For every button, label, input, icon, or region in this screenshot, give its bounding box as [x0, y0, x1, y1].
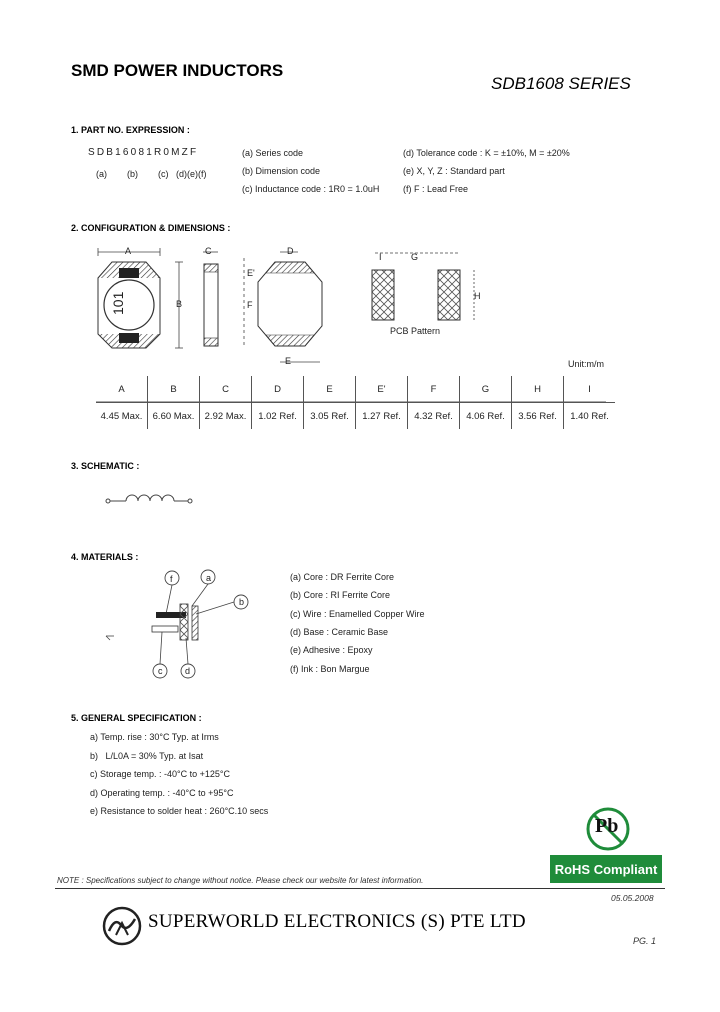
bottom-view-drawing — [258, 252, 322, 362]
spec-item: b) L/L0A = 30% Typ. at Isat — [90, 751, 204, 761]
dim-value: 3.56 Ref. — [512, 403, 564, 430]
material-item: (d) Base : Ceramic Base — [290, 627, 389, 637]
dimension-table-header-row — [96, 376, 615, 403]
part-number-code: SDB16081R0MZF — [88, 147, 199, 158]
inductor-schematic-symbol — [104, 491, 204, 511]
marking-code: 101 — [110, 291, 126, 315]
dim-value: 4.32 Ref. — [408, 403, 460, 430]
dim-col-header: E — [304, 376, 356, 403]
spec-item: c) Storage temp. : -40°C to +125°C — [90, 769, 231, 779]
dim-value: 1.27 Ref. — [356, 403, 408, 430]
footer-date: 05.05.2008 — [611, 893, 654, 903]
lead-free-symbol: Pb — [595, 815, 619, 837]
callout-c: c — [158, 666, 163, 676]
part-item-f: (f) F : Lead Free — [403, 184, 469, 194]
dim-col-header: I — [564, 376, 616, 403]
dim-value: 4.06 Ref. — [460, 403, 512, 430]
section-general-heading: 5. GENERAL SPECIFICATION : — [71, 713, 202, 723]
material-item: (f) Ink : Bon Margue — [290, 664, 370, 674]
section-materials-heading: 4. MATERIALS : — [71, 552, 139, 562]
dim-col-header: E' — [356, 376, 408, 403]
dim-col-header: C — [200, 376, 252, 403]
page-number: PG. 1 — [633, 936, 657, 946]
section-part-no-heading: 1. PART NO. EXPRESSION : — [71, 125, 190, 135]
part-item-c: (c) Inductance code : 1R0 = 1.0uH — [242, 184, 380, 194]
part-item-a: (a) Series code — [242, 148, 304, 158]
spec-item: e) Resistance to solder heat : 260°C.10 secs — [90, 806, 269, 816]
pcb-pattern-drawing — [372, 253, 474, 320]
series-name: SDB1608 SERIES — [491, 74, 631, 93]
spec-item: d) Operating temp. : -40°C to +95°C — [90, 788, 234, 798]
callout-d: d — [185, 666, 191, 676]
dim-value: 6.60 Max. — [148, 403, 200, 430]
dimension-table-value-row — [96, 403, 615, 430]
dim-label-g: G — [411, 252, 419, 262]
material-item: (a) Core : DR Ferrite Core — [290, 572, 395, 582]
dim-value: 1.40 Ref. — [564, 403, 616, 430]
dim-col-header: D — [252, 376, 304, 403]
dim-label-d: D — [287, 246, 294, 256]
document-title: SMD POWER INDUCTORS — [71, 61, 284, 80]
footer-divider — [55, 888, 665, 889]
dim-label-f: F — [247, 300, 253, 310]
dim-col-header: B — [148, 376, 200, 403]
material-item: (c) Wire : Enamelled Copper Wire — [290, 609, 425, 619]
callout-a: a — [206, 573, 212, 583]
dim-label-e: E — [285, 356, 292, 366]
dimension-table — [96, 376, 615, 429]
callout-f: f — [170, 574, 173, 584]
company-logo-icon — [101, 905, 143, 947]
section-schematic-heading: 3. SCHEMATIC : — [71, 461, 140, 471]
materials-cross-section-drawing — [100, 566, 260, 686]
dim-col-header: F — [408, 376, 460, 403]
section-config-heading: 2. CONFIGURATION & DIMENSIONS : — [71, 223, 231, 233]
dim-label-i: I — [379, 252, 382, 262]
spec-item: a) Temp. rise : 30°C Typ. at Irms — [90, 732, 219, 742]
rohs-compliant-badge: RoHS Compliant — [550, 855, 662, 883]
dim-label-b: B — [176, 299, 183, 309]
side-view-drawing — [203, 252, 244, 346]
dim-value: 1.02 Ref. — [252, 403, 304, 430]
footer-note: NOTE : Specifications subject to change without notice. Please check our website for latest information. — [57, 876, 424, 885]
dim-value: 3.05 Ref. — [304, 403, 356, 430]
dim-label-h: H — [474, 291, 481, 301]
dim-col-header: A — [96, 376, 148, 403]
dim-value: 4.45 Max. — [100, 410, 143, 422]
unit-label: Unit:m/m — [568, 359, 604, 369]
material-item: (b) Core : RI Ferrite Core — [290, 590, 391, 600]
dim-label-a: A — [125, 246, 132, 256]
part-item-e: (e) X, Y, Z : Standard part — [403, 166, 505, 176]
dim-label-c: C — [205, 246, 212, 256]
dim-label-e-prime: E' — [247, 268, 255, 278]
dim-col-header: H — [512, 376, 564, 403]
part-item-b: (b) Dimension code — [242, 166, 321, 176]
dim-col-header: G — [460, 376, 512, 403]
material-item: (e) Adhesive : Epoxy — [290, 645, 373, 655]
company-name: SUPERWORLD ELECTRONICS (S) PTE LTD — [148, 911, 526, 932]
part-number-sublabels: (a) (b) (c) (d)(e)(f) — [96, 169, 207, 179]
pcb-pattern-label: PCB Pattern — [390, 326, 441, 336]
dim-value: 2.92 Max. — [200, 403, 252, 430]
part-item-d: (d) Tolerance code : K = ±10%, M = ±20% — [403, 148, 570, 158]
callout-b: b — [239, 597, 245, 607]
